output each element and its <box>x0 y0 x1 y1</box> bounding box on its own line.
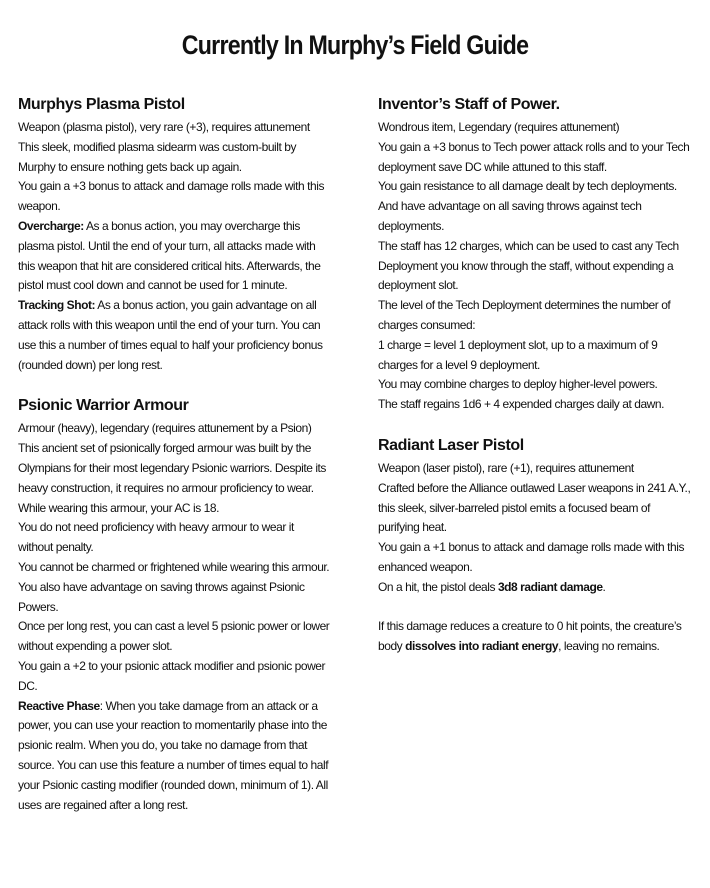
text-run: You gain a +3 bonus to attack and damage rolls made with this <box>18 179 324 194</box>
description-line <box>378 395 690 415</box>
description-line <box>18 177 330 197</box>
description-line <box>18 459 330 479</box>
item-section <box>378 94 690 415</box>
description-line <box>18 578 330 598</box>
text-run: You gain a +3 bonus to Tech power attack rolls and to your Tech <box>378 139 690 154</box>
description-line <box>378 558 690 578</box>
text-run: without penalty. <box>18 540 94 555</box>
description-line <box>18 657 330 677</box>
description-line <box>378 237 690 257</box>
description-line <box>378 499 690 519</box>
item-section <box>18 395 330 815</box>
text-run: use this a number of times equal to half your proficiency bonus <box>18 337 323 352</box>
text-run: And have advantage on all saving throws against tech <box>378 199 642 214</box>
description-line <box>18 419 330 439</box>
description-line <box>18 439 330 459</box>
description-line <box>18 518 330 538</box>
item-section <box>378 435 690 657</box>
description-line <box>18 118 330 138</box>
text-run: Weapon (laser pistol), rare (+1), requires attunement <box>378 460 634 475</box>
text-run: deployments. <box>378 218 444 233</box>
text-run: Weapon (plasma pistol), very rare (+3), requires attunement <box>18 120 310 134</box>
text-run: power, you can use your reaction to momentarily phase into the <box>18 718 327 733</box>
text-run: body <box>378 639 406 654</box>
description-line <box>378 538 690 558</box>
description-line <box>18 138 330 158</box>
text-run: Crafted before the Alliance outlawed Laser weapons in 241 A.Y., <box>378 480 691 495</box>
text-run: Armour (heavy), legendary (requires attunement by a Psion) <box>18 421 312 436</box>
description-line <box>18 356 330 376</box>
description-line <box>378 459 690 479</box>
text-run: The level of the Tech Deployment determines the number of <box>378 298 671 313</box>
text-run: deployment slot. <box>378 278 459 293</box>
description-line <box>378 356 690 376</box>
description-line <box>378 217 690 237</box>
text-run: This sleek, modified plasma sidearm was custom-built by <box>18 139 297 154</box>
page-title: Currently In Murphy’s Field Guide <box>181 30 529 60</box>
description-line <box>378 138 690 158</box>
feature-label: 3d8 radiant damage <box>497 579 603 594</box>
item-section <box>18 94 330 375</box>
text-run: purifying heat. <box>378 520 447 535</box>
description-line <box>18 237 330 257</box>
description-line <box>18 296 330 316</box>
description-line <box>378 518 690 538</box>
text-run: this sleek, silver-barreled pistol emits a focused beam of <box>378 500 651 515</box>
description-line <box>18 677 330 697</box>
text-run: weapon. <box>18 199 61 214</box>
description-line <box>378 637 690 657</box>
description-line <box>18 336 330 356</box>
description-line <box>378 118 690 138</box>
description-line <box>18 796 330 816</box>
text-run: DC. <box>18 678 38 693</box>
text-run: You gain a +1 bonus to attack and damage rolls made with this <box>378 540 684 555</box>
text-run: Murphy to ensure nothing gets back up again. <box>18 159 242 174</box>
text-run: psionic realm. When you do, you take no damage from that <box>18 738 307 753</box>
description-line <box>378 316 690 336</box>
description-line <box>18 197 330 217</box>
feature-label: Overcharge: <box>18 218 84 233</box>
description-line <box>378 257 690 277</box>
description-line <box>378 197 690 217</box>
text-run: charges for a level 9 deployment. <box>378 357 540 372</box>
left-column <box>18 94 330 835</box>
description-line <box>18 499 330 519</box>
description-line <box>18 716 330 736</box>
text-run: deployment save DC while attuned to this staff. <box>378 159 607 174</box>
item-title: Radiant Laser Pistol <box>378 436 524 454</box>
description-line <box>18 697 330 717</box>
text-run: If this damage reduces a creature to 0 hit points, the creature’s <box>378 619 682 634</box>
text-run: (rounded down) per long rest. <box>18 357 163 372</box>
text-run: attack rolls with this weapon until the end of your turn. You can <box>18 317 321 332</box>
description-line <box>378 296 690 316</box>
text-run: You gain resistance to all damage dealt by tech deployments. <box>378 179 677 194</box>
text-run: As a bonus action, you may overcharge this <box>83 218 300 233</box>
description-line <box>18 316 330 336</box>
description-line <box>18 598 330 618</box>
text-run: You gain a +2 to your psionic attack modifier and psionic power <box>18 658 326 673</box>
description-line <box>378 598 690 618</box>
text-run: While wearing this armour, your AC is 18. <box>18 500 219 515</box>
description-line <box>18 276 330 296</box>
description-line <box>378 276 690 296</box>
text-run: The staff regains 1d6 + 4 expended charges daily at dawn. <box>378 397 665 412</box>
text-run: your Psionic casting modifier (rounded down, minimum of 1). All <box>18 777 328 792</box>
item-title: Inventor’s Staff of Power. <box>378 96 560 113</box>
text-run: Wondrous item, Legendary (requires attunement) <box>378 120 620 134</box>
text-run: : When you take damage from an attack or a <box>99 698 318 713</box>
text-run: heavy construction, it requires no armour proficiency to wear. <box>18 480 314 495</box>
text-run: The staff has 12 charges, which can be used to cast any Tech <box>378 238 679 253</box>
feature-label: dissolves into radiant energy <box>405 639 559 654</box>
feature-label: Tracking Shot: <box>18 298 96 313</box>
text-run: On a hit, the pistol deals <box>378 579 498 594</box>
description-line <box>18 617 330 637</box>
text-run: enhanced weapon. <box>378 559 473 574</box>
text-run: Deployment you know through the staff, without expending a <box>378 258 674 273</box>
description-line <box>18 558 330 578</box>
description-line <box>18 637 330 657</box>
text-run: 1 charge = level 1 deployment slot, up to a maximum of 9 <box>378 337 658 352</box>
description-line <box>378 177 690 197</box>
text-run: You also have advantage on saving throws against Psionic <box>18 579 305 594</box>
text-run: source. You can use this feature a number of times equal to half <box>18 757 329 772</box>
right-column <box>378 94 690 677</box>
text-run: this weapon that hit are considered critical hits. Afterwards, the <box>18 258 321 273</box>
text-run: plasma pistol. Until the end of your turn, all attacks made with <box>18 238 316 253</box>
description-line <box>378 578 690 598</box>
text-run: without expending a power slot. <box>18 639 173 654</box>
description-line <box>378 617 690 637</box>
text-run: . <box>602 579 606 594</box>
text-run: You cannot be charmed or frightened while wearing this armour. <box>18 559 330 574</box>
text-run: pistol must cool down and cannot be used for 1 minute. <box>18 278 288 293</box>
item-title: Murphys Plasma Pistol <box>18 96 185 113</box>
description-line <box>18 538 330 558</box>
text-run: Olympians for their most legendary Psionic warriors. Despite its <box>18 460 326 475</box>
description-line <box>378 479 690 499</box>
text-run: You may combine charges to deploy higher-level powers. <box>378 377 658 392</box>
description-line <box>378 158 690 178</box>
item-title: Psionic Warrior Armour <box>18 397 189 415</box>
description-line <box>18 776 330 796</box>
text-run: uses are regained after a long rest. <box>18 797 188 812</box>
description-line <box>378 336 690 356</box>
description-line <box>378 375 690 395</box>
text-run: Once per long rest, you can cast a level 5 psionic power or lower <box>18 619 330 634</box>
text-run: , leaving no remains. <box>558 639 660 654</box>
description-line <box>18 756 330 776</box>
text-run: As a bonus action, you gain advantage on all <box>95 298 317 313</box>
text-run: Powers. <box>18 599 59 614</box>
text-run: charges consumed: <box>378 317 476 332</box>
text-run: This ancient set of psionically forged armour was built by the <box>18 441 311 456</box>
description-line <box>18 158 330 178</box>
text-run: You do not need proficiency with heavy armour to wear it <box>18 520 294 535</box>
description-line <box>18 736 330 756</box>
feature-label: Reactive Phase <box>18 698 100 713</box>
description-line <box>18 479 330 499</box>
description-line <box>18 217 330 237</box>
description-line <box>18 257 330 277</box>
